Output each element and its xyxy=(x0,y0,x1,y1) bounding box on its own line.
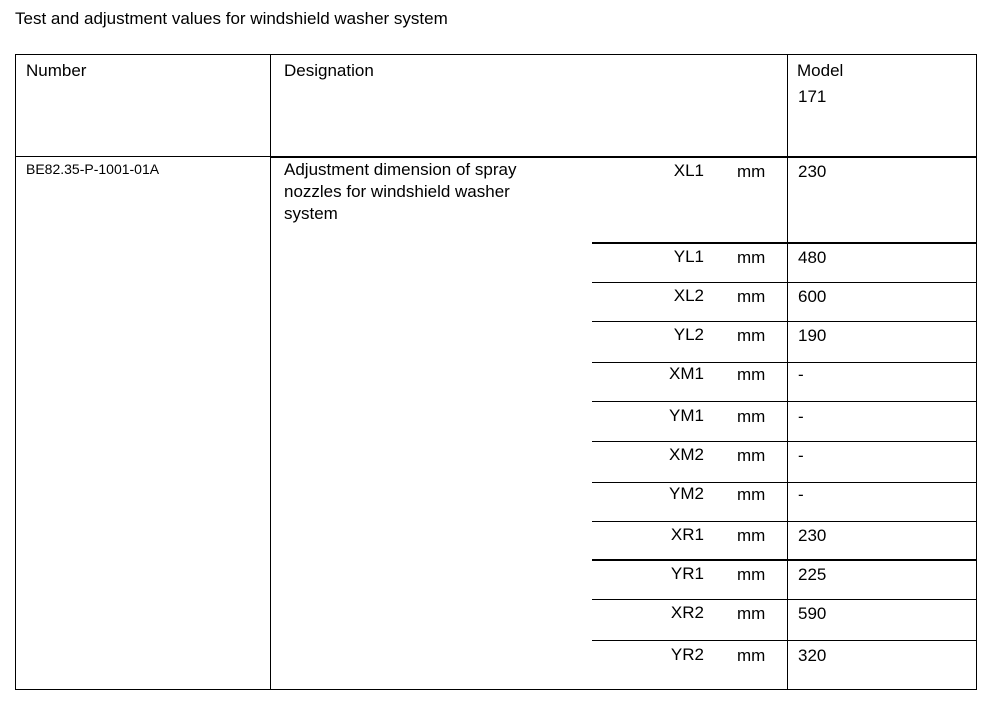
param-value: 230 xyxy=(798,526,827,545)
param-unit: mm xyxy=(737,565,766,584)
param-value: 190 xyxy=(798,326,827,345)
designation-text: Adjustment dimension of spray nozzles for windshield washer system xyxy=(284,160,517,223)
row-divider xyxy=(592,401,976,402)
row-divider xyxy=(592,282,976,283)
row-divider xyxy=(592,441,976,442)
param-unit: mm xyxy=(737,485,766,504)
param-name: XL1 xyxy=(673,161,704,180)
param-value: - xyxy=(798,446,804,465)
param-value: - xyxy=(798,365,804,384)
row-divider xyxy=(592,242,976,244)
row-divider xyxy=(592,559,976,561)
param-value: 230 xyxy=(798,162,827,181)
param-name: YL2 xyxy=(673,325,704,344)
param-value: 320 xyxy=(798,646,827,665)
param-unit: mm xyxy=(737,446,766,465)
adjustment-values-table xyxy=(15,54,977,690)
param-unit: mm xyxy=(737,365,766,384)
param-unit: mm xyxy=(737,287,766,306)
param-name: XM2 xyxy=(669,445,704,464)
param-value: 225 xyxy=(798,565,827,584)
row-divider xyxy=(592,521,976,522)
column-divider-model xyxy=(787,55,788,689)
param-unit: mm xyxy=(737,604,766,623)
param-value: - xyxy=(798,407,804,426)
row-divider xyxy=(592,321,976,322)
param-unit: mm xyxy=(737,646,766,665)
header-model-label: Model xyxy=(797,61,844,80)
param-value: 600 xyxy=(798,287,827,306)
document-number: BE82.35-P-1001-01A xyxy=(26,161,160,177)
param-name: XR1 xyxy=(670,525,704,544)
param-name: XR2 xyxy=(670,603,704,622)
row-divider xyxy=(592,640,976,641)
column-divider-number xyxy=(270,55,271,689)
header-divider-number xyxy=(16,156,270,157)
param-value: 480 xyxy=(798,248,827,267)
param-unit: mm xyxy=(737,326,766,345)
header-number: Number xyxy=(26,61,87,80)
param-value: 590 xyxy=(798,604,827,623)
param-name: YR1 xyxy=(670,564,704,583)
param-name: YM1 xyxy=(669,406,704,425)
param-name: YR2 xyxy=(670,645,704,664)
header-designation: Designation xyxy=(284,61,374,80)
param-name: XL2 xyxy=(673,286,704,305)
param-value: - xyxy=(798,485,804,504)
param-unit: mm xyxy=(737,248,766,267)
row-divider xyxy=(592,599,976,600)
param-name: YL1 xyxy=(673,247,704,266)
document-title: Test and adjustment values for windshield washer system xyxy=(15,9,448,28)
param-name: YM2 xyxy=(669,484,704,503)
header-model-value: 171 xyxy=(798,87,827,106)
param-unit: mm xyxy=(737,526,766,545)
param-unit: mm xyxy=(737,407,766,426)
header-divider xyxy=(270,156,976,158)
param-name: XM1 xyxy=(669,364,704,383)
param-unit: mm xyxy=(737,162,766,181)
